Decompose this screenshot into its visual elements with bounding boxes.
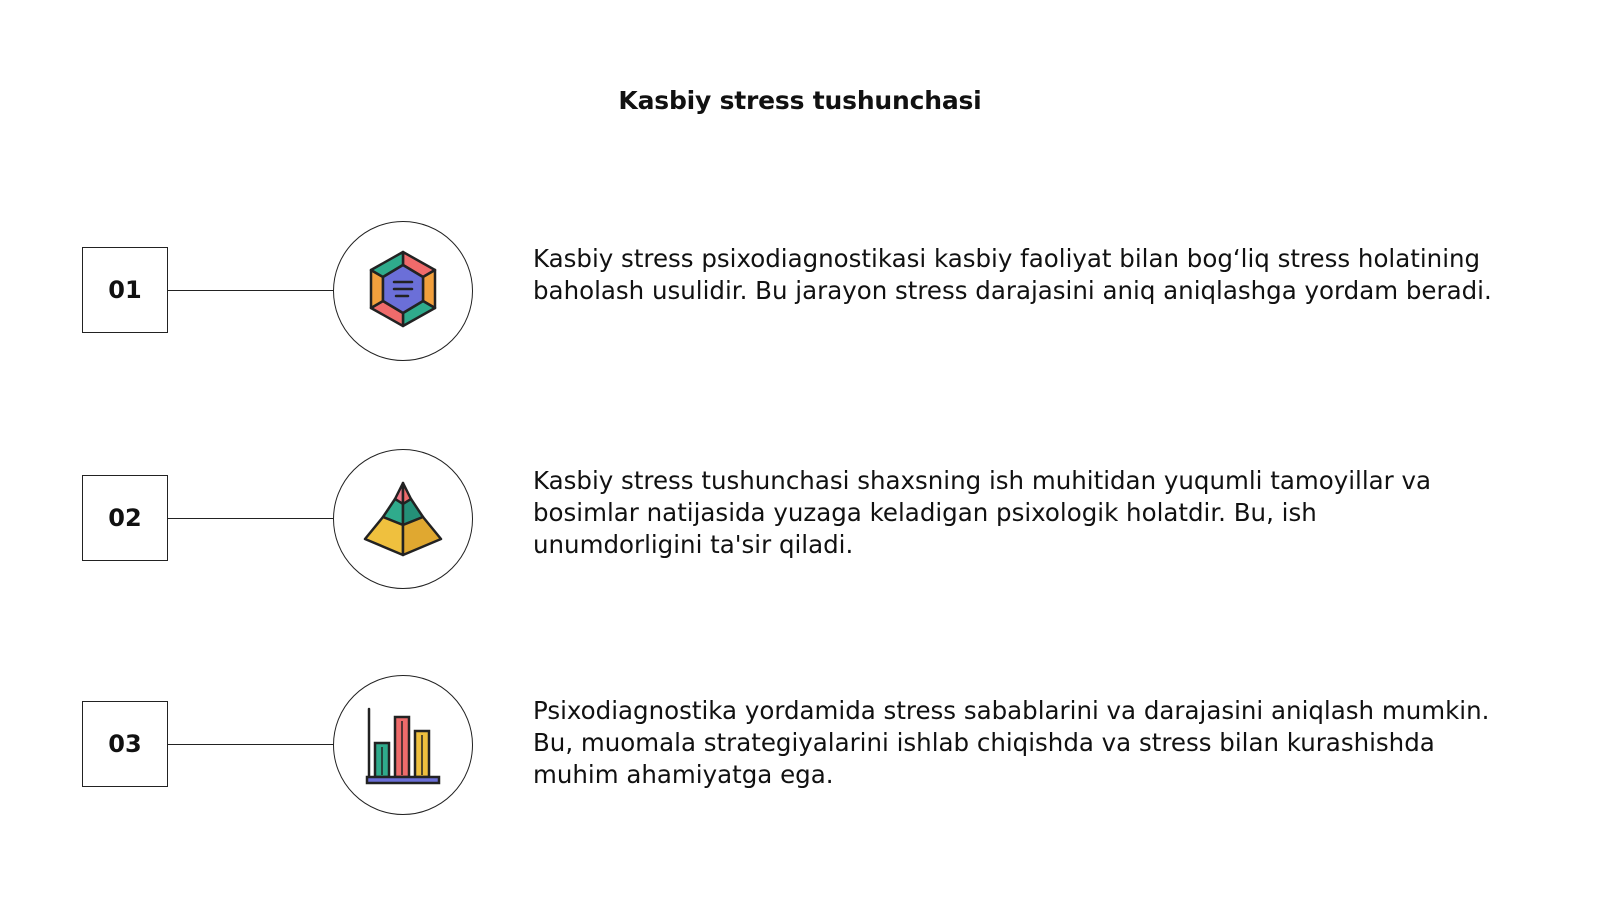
item-description: Kasbiy stress psixodiagnostikasi kasbiy faoliyat bilan bog‘liq stress holatining baholash usulidir. Bu jarayon stress darajasini aniq aniqlashga yordam beradi. xyxy=(533,244,1492,305)
page-title: Kasbiy stress tushunchasi xyxy=(618,86,982,115)
list-item xyxy=(0,221,1600,361)
connector-line xyxy=(168,518,334,519)
list-item xyxy=(0,675,1600,815)
pyramid-icon xyxy=(361,477,445,561)
step-number-box: 03 xyxy=(82,701,168,787)
item-description: Psixodiagnostika yordamida stress sabablarini va darajasini aniqlash mumkin. Bu, muomala strategiyalarini ishlab chiqishda va stress bilan kurashishda muhim ahamiyatga ega. xyxy=(533,696,1490,789)
step-number-box: 01 xyxy=(82,247,168,333)
list-item xyxy=(0,449,1600,589)
icon-circle xyxy=(333,449,473,589)
item-description: Kasbiy stress tushunchasi shaxsning ish muhitidan yuqumli tamoyillar va bosimlar natijasida yuzaga keladigan psixologik holatdir. Bu, ish unumdorligini ta'sir qiladi. xyxy=(533,466,1432,559)
connector-line xyxy=(168,290,334,291)
connector-line xyxy=(168,744,334,745)
icon-circle xyxy=(333,675,473,815)
hexagon-document-icon xyxy=(363,246,443,336)
step-number-box: 02 xyxy=(82,475,168,561)
icon-circle xyxy=(333,221,473,361)
bar-chart-icon xyxy=(361,703,445,787)
